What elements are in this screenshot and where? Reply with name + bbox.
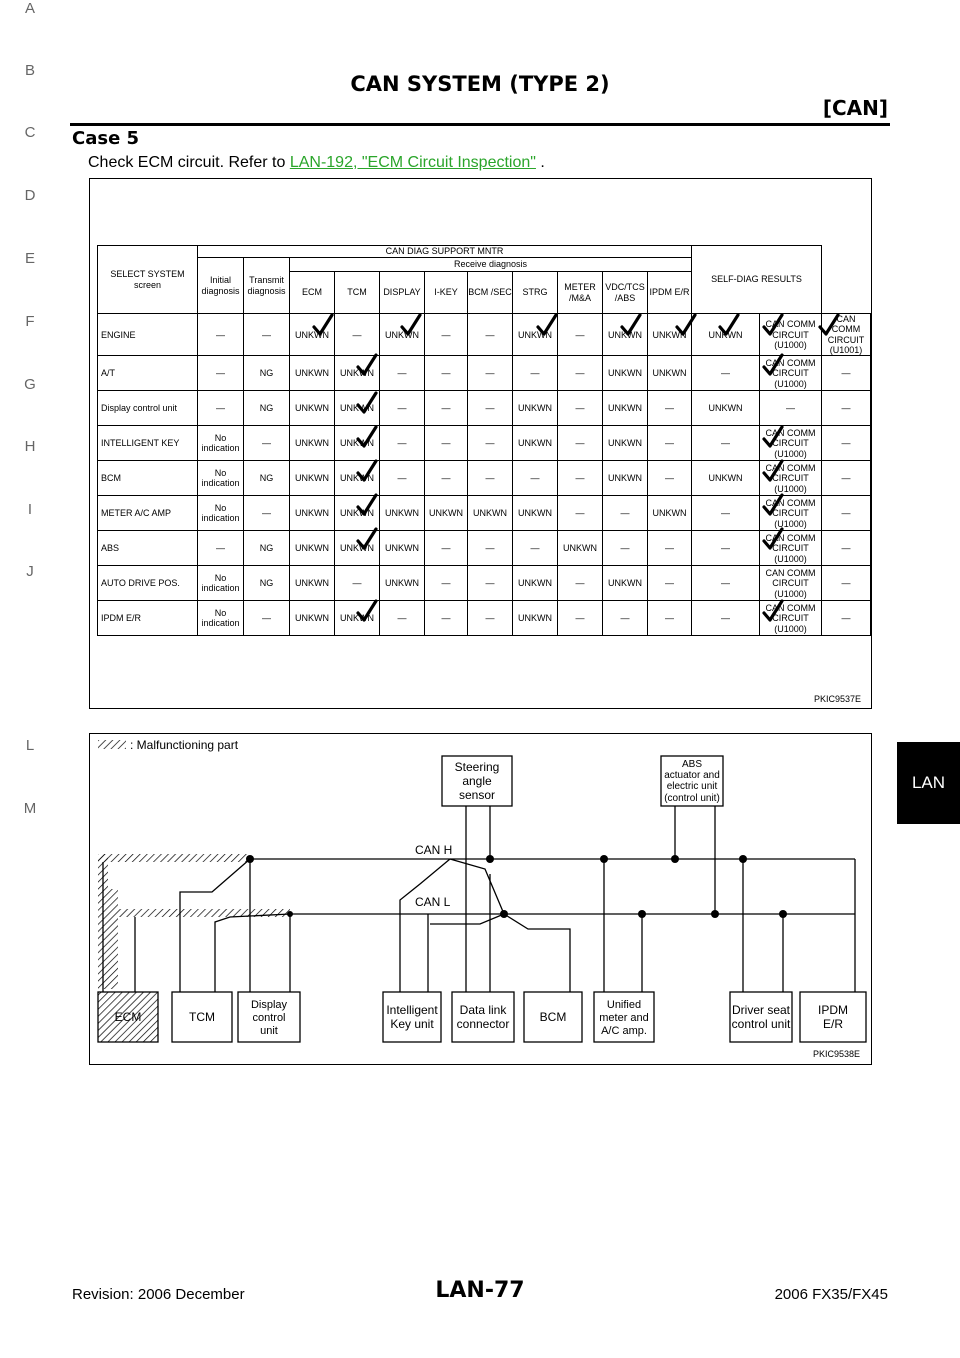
table-cell: — bbox=[335, 314, 380, 356]
side-index-d[interactable]: D bbox=[24, 187, 36, 204]
table-cell: — bbox=[425, 601, 468, 636]
table-cell: — bbox=[198, 531, 244, 566]
table-cell: — bbox=[692, 496, 760, 531]
table-cell: — bbox=[648, 391, 692, 426]
table-cell: — bbox=[425, 461, 468, 496]
table-cell: NG bbox=[244, 356, 290, 391]
can-l-label: CAN L bbox=[415, 895, 451, 909]
table-cell: UNKWN bbox=[380, 496, 425, 531]
head-receive-col: DISPLAY bbox=[380, 272, 425, 314]
self-diag-cell: — bbox=[822, 356, 871, 391]
figure-id: PKIC9537E bbox=[813, 694, 861, 704]
table-cell: No indication bbox=[198, 601, 244, 636]
table-cell: UNKWN bbox=[513, 496, 558, 531]
header-rule bbox=[70, 123, 890, 126]
table-cell: NG bbox=[244, 391, 290, 426]
table-cell: UNKWN bbox=[290, 566, 335, 601]
table-cell: No indication bbox=[198, 426, 244, 461]
section-tag: [CAN] bbox=[822, 96, 888, 120]
table-cell: UNKWN bbox=[335, 356, 380, 391]
table-cell: — bbox=[692, 356, 760, 391]
side-tab-lan[interactable]: LAN bbox=[897, 742, 960, 824]
abs-actuator-label: ABS actuator and electric unit (control unit) bbox=[664, 759, 720, 804]
head-self-diag: SELF-DIAG RESULTS bbox=[692, 246, 822, 314]
table-cell: — bbox=[648, 426, 692, 461]
table-cell: — bbox=[692, 426, 760, 461]
head-receive-col: IPDM E/R bbox=[648, 272, 692, 314]
model-name: 2006 FX35/FX45 bbox=[774, 1286, 888, 1303]
table-cell: — bbox=[380, 356, 425, 391]
self-diag-cell: CAN COMM CIRCUIT (U1000) bbox=[760, 496, 822, 531]
table-cell: UNKWN bbox=[335, 496, 380, 531]
table-cell: UNKWN bbox=[603, 356, 648, 391]
row-label: AUTO DRIVE POS. bbox=[98, 566, 198, 601]
table-cell: — bbox=[380, 426, 425, 461]
row-label: IPDM E/R bbox=[98, 601, 198, 636]
table-cell: UNKWN bbox=[513, 601, 558, 636]
table-cell: — bbox=[558, 461, 603, 496]
table-cell: — bbox=[603, 531, 648, 566]
table-cell: — bbox=[198, 314, 244, 356]
table-cell: — bbox=[198, 391, 244, 426]
self-diag-cell: — bbox=[822, 496, 871, 531]
can-bus-lines bbox=[103, 806, 855, 992]
table-cell: UNKWN bbox=[603, 566, 648, 601]
table-cell: UNKWN bbox=[290, 426, 335, 461]
table-cell: — bbox=[244, 314, 290, 356]
head-receive-col: ECM bbox=[290, 272, 335, 314]
head-receive-col: METER /M&A bbox=[558, 272, 603, 314]
unit-label: IPDM E/R bbox=[818, 1003, 848, 1031]
unit-label: Data link connector bbox=[456, 1003, 510, 1031]
diagnosis-figure bbox=[89, 178, 872, 709]
instruction-suffix: . bbox=[535, 154, 545, 171]
table-cell: UNKWN bbox=[692, 461, 760, 496]
table-cell: UNKWN bbox=[513, 426, 558, 461]
unit-label: BCM bbox=[539, 1010, 567, 1024]
unit-label: Driver seat control unit bbox=[731, 1003, 791, 1031]
self-diag-cell: CAN COMM CIRCUIT (U1000) bbox=[760, 314, 822, 356]
head-receive-col: TCM bbox=[335, 272, 380, 314]
table-cell: — bbox=[468, 601, 513, 636]
head-receive-col: BCM /SEC bbox=[468, 272, 513, 314]
wiring-figure bbox=[89, 733, 872, 1065]
row-label: BCM bbox=[98, 461, 198, 496]
row-label: METER A/C AMP bbox=[98, 496, 198, 531]
table-cell: UNKWN bbox=[603, 461, 648, 496]
head-select-system: SELECT SYSTEM screen bbox=[98, 246, 198, 314]
side-index-l[interactable]: L bbox=[25, 737, 35, 754]
self-diag-cell: — bbox=[822, 461, 871, 496]
unit-label: Intelligent Key unit bbox=[386, 1003, 438, 1031]
table-cell: — bbox=[513, 531, 558, 566]
table-cell: — bbox=[692, 531, 760, 566]
table-cell: UNKWN bbox=[380, 314, 425, 356]
side-index-i[interactable]: I bbox=[27, 501, 33, 518]
table-cell: UNKWN bbox=[513, 566, 558, 601]
table-row bbox=[98, 391, 871, 426]
table-cell: — bbox=[558, 566, 603, 601]
self-diag-cell: — bbox=[822, 601, 871, 636]
table-row bbox=[98, 566, 871, 601]
table-cell: — bbox=[513, 461, 558, 496]
table-cell: UNKWN bbox=[603, 314, 648, 356]
table-cell: UNKWN bbox=[290, 461, 335, 496]
table-cell: UNKWN bbox=[603, 391, 648, 426]
table-cell: UNKWN bbox=[648, 496, 692, 531]
table-cell: — bbox=[335, 566, 380, 601]
table-cell: UNKWN bbox=[648, 356, 692, 391]
table-cell: — bbox=[244, 426, 290, 461]
table-cell: — bbox=[380, 461, 425, 496]
self-diag-cell: CAN COMM CIRCUIT (U1000) bbox=[760, 356, 822, 391]
table-cell: — bbox=[648, 566, 692, 601]
side-index-h[interactable]: H bbox=[24, 438, 36, 455]
self-diag-cell: CAN COMM CIRCUIT (U1000) bbox=[760, 531, 822, 566]
table-cell: — bbox=[198, 356, 244, 391]
table-cell: No indication bbox=[198, 461, 244, 496]
head-transmit-diagnosis: Transmit diagnosis bbox=[244, 258, 290, 314]
head-receive-col: I-KEY bbox=[425, 272, 468, 314]
table-row bbox=[98, 531, 871, 566]
unit-label: Unified meter and A/C amp. bbox=[599, 999, 649, 1037]
row-label: ABS bbox=[98, 531, 198, 566]
table-cell: UNKWN bbox=[290, 314, 335, 356]
side-index-j[interactable]: J bbox=[26, 563, 34, 580]
instruction-text bbox=[88, 154, 545, 172]
table-cell: UNKWN bbox=[558, 531, 603, 566]
self-diag-cell: CAN COMM CIRCUIT (U1001) bbox=[822, 314, 871, 356]
table-cell: — bbox=[468, 426, 513, 461]
self-diag-cell: — bbox=[822, 391, 871, 426]
table-cell: UNKWN bbox=[692, 391, 760, 426]
row-label: A/T bbox=[98, 356, 198, 391]
table-cell: — bbox=[468, 391, 513, 426]
table-cell: UNKWN bbox=[513, 314, 558, 356]
table-row bbox=[98, 601, 871, 636]
steering-angle-sensor-label: Steering angle sensor bbox=[454, 760, 500, 802]
table-cell: UNKWN bbox=[290, 496, 335, 531]
table-row bbox=[98, 426, 871, 461]
self-diag-cell: — bbox=[822, 566, 871, 601]
table-cell: — bbox=[468, 461, 513, 496]
table-cell: UNKWN bbox=[603, 426, 648, 461]
unit-label: Display control unit bbox=[250, 999, 288, 1037]
self-diag-cell: CAN COMM CIRCUIT (U1000) bbox=[760, 461, 822, 496]
table-cell: UNKWN bbox=[648, 314, 692, 356]
self-diag-cell: CAN COMM CIRCUIT (U1000) bbox=[760, 601, 822, 636]
table-cell: — bbox=[603, 601, 648, 636]
head-receive-diagnosis: Receive diagnosis bbox=[290, 258, 692, 272]
can-wiring-diagram bbox=[90, 734, 871, 1064]
table-cell: UNKWN bbox=[425, 496, 468, 531]
table-cell: — bbox=[648, 461, 692, 496]
page-title: CAN SYSTEM (TYPE 2) bbox=[350, 72, 610, 96]
table-row bbox=[98, 461, 871, 496]
row-label: INTELLIGENT KEY bbox=[98, 426, 198, 461]
malfunction-hatch bbox=[108, 889, 118, 989]
self-diag-cell: — bbox=[760, 391, 822, 426]
instruction-prefix: Check ECM circuit. Refer to bbox=[88, 154, 290, 171]
table-cell: — bbox=[380, 601, 425, 636]
table-cell: UNKWN bbox=[513, 391, 558, 426]
table-cell: UNKWN bbox=[380, 566, 425, 601]
table-cell: UNKWN bbox=[335, 461, 380, 496]
side-index-m[interactable]: M bbox=[23, 800, 37, 817]
table-cell: NG bbox=[244, 566, 290, 601]
case-title: Case 5 bbox=[72, 128, 140, 149]
revision-date: Revision: 2006 December bbox=[72, 1286, 245, 1303]
self-diag-cell: CAN COMM CIRCUIT (U1000) bbox=[760, 426, 822, 461]
table-row bbox=[98, 314, 871, 356]
table-cell: — bbox=[692, 566, 760, 601]
table-cell: — bbox=[468, 531, 513, 566]
side-index-a[interactable]: A bbox=[24, 0, 35, 17]
table-cell: UNKWN bbox=[335, 531, 380, 566]
table-cell: — bbox=[468, 566, 513, 601]
head-initial-diagnosis: Initial diagnosis bbox=[198, 258, 244, 314]
reference-link[interactable]: LAN-192, "ECM Circuit Inspection" bbox=[289, 154, 536, 171]
table-cell: UNKWN bbox=[290, 601, 335, 636]
junction-dots bbox=[246, 855, 787, 918]
table-cell: — bbox=[468, 314, 513, 356]
table-cell: — bbox=[692, 601, 760, 636]
table-cell: — bbox=[425, 531, 468, 566]
unit-label: TCM bbox=[189, 1010, 215, 1024]
table-cell: UNKWN bbox=[290, 531, 335, 566]
table-cell: UNKWN bbox=[335, 601, 380, 636]
table-cell: NG bbox=[244, 531, 290, 566]
legend-hatch-icon bbox=[98, 740, 126, 749]
table-row bbox=[98, 496, 871, 531]
side-index-g[interactable]: G bbox=[24, 376, 36, 393]
table-cell: UNKWN bbox=[290, 356, 335, 391]
table-cell: No indication bbox=[198, 496, 244, 531]
table-cell: UNKWN bbox=[290, 391, 335, 426]
table-cell: — bbox=[648, 531, 692, 566]
can-h-label: CAN H bbox=[415, 843, 453, 857]
side-index-f[interactable]: F bbox=[25, 313, 35, 330]
row-label: Display control unit bbox=[98, 391, 198, 426]
table-cell: — bbox=[648, 601, 692, 636]
table-cell: — bbox=[558, 391, 603, 426]
table-cell: — bbox=[425, 314, 468, 356]
table-cell: — bbox=[558, 496, 603, 531]
table-cell: — bbox=[244, 601, 290, 636]
legend-text: : Malfunctioning part bbox=[130, 738, 239, 752]
table-cell: — bbox=[425, 426, 468, 461]
head-can-diag-support: CAN DIAG SUPPORT MNTR bbox=[198, 246, 692, 258]
table-cell: — bbox=[558, 426, 603, 461]
self-diag-cell: CAN COMM CIRCUIT (U1000) bbox=[760, 566, 822, 601]
table-row bbox=[98, 356, 871, 391]
table-cell: — bbox=[380, 391, 425, 426]
table-cell: — bbox=[558, 601, 603, 636]
table-cell: — bbox=[468, 356, 513, 391]
table-cell: — bbox=[603, 496, 648, 531]
table-cell: UNKWN bbox=[380, 531, 425, 566]
table-cell: UNKWN bbox=[468, 496, 513, 531]
table-cell: — bbox=[513, 356, 558, 391]
table-cell: — bbox=[425, 356, 468, 391]
head-receive-col: STRG bbox=[513, 272, 558, 314]
figure-id: PKIC9538E bbox=[812, 1049, 860, 1059]
table-cell: — bbox=[558, 356, 603, 391]
table-cell: — bbox=[425, 391, 468, 426]
table-cell: NG bbox=[244, 461, 290, 496]
table-cell: UNKWN bbox=[692, 314, 760, 356]
table-cell: — bbox=[558, 314, 603, 356]
side-index-b[interactable]: B bbox=[24, 62, 35, 79]
self-diag-cell: — bbox=[822, 531, 871, 566]
head-receive-col: VDC/TCS /ABS bbox=[603, 272, 648, 314]
malfunction-hatch bbox=[98, 854, 250, 862]
side-index-e[interactable]: E bbox=[24, 250, 35, 267]
table-cell: No indication bbox=[198, 566, 244, 601]
self-diag-cell: — bbox=[822, 426, 871, 461]
table-cell: UNKWN bbox=[335, 426, 380, 461]
row-label: ENGINE bbox=[98, 314, 198, 356]
page-number: LAN-77 bbox=[435, 1278, 525, 1303]
table-cell: — bbox=[425, 566, 468, 601]
diagnosis-table bbox=[97, 245, 871, 636]
table-cell: UNKWN bbox=[335, 391, 380, 426]
table-cell: — bbox=[244, 496, 290, 531]
unit-label: ECM bbox=[114, 1010, 142, 1024]
side-index-c[interactable]: C bbox=[24, 124, 36, 141]
